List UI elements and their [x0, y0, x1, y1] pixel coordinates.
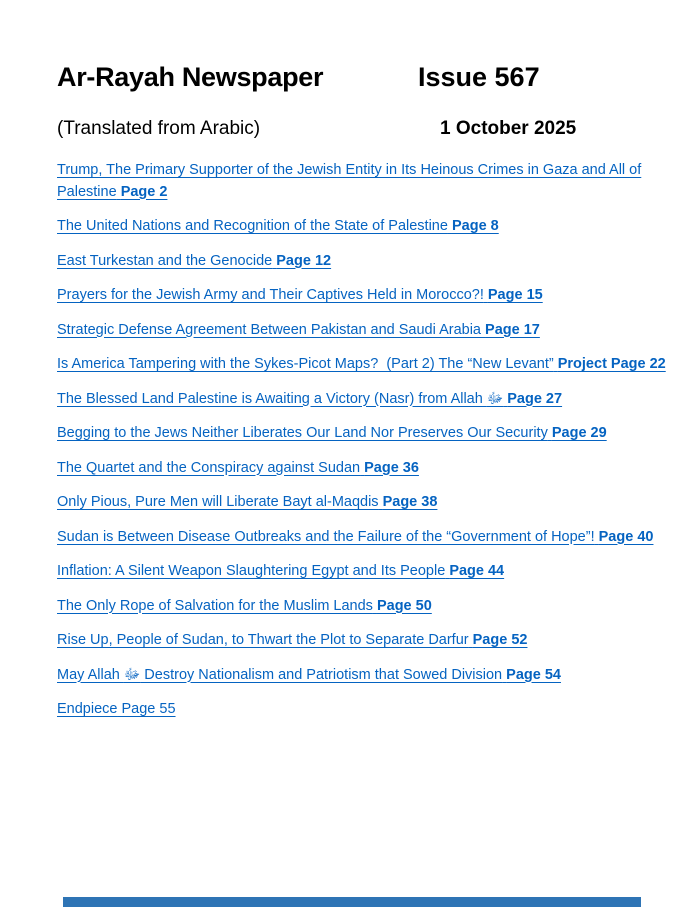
toc-item-title: Is America Tampering with the Sykes-Picot Maps? (Part 2) The “New Levant” [57, 356, 554, 372]
toc-item-title: Only Pious, Pure Men will Liberate Bayt al-Maqdis [57, 494, 379, 510]
toc-item-page: Page 29 [551, 425, 607, 441]
toc-item-title: The Only Rope of Salvation for the Muslim Lands [57, 597, 373, 614]
toc-item-link[interactable] [57, 561, 642, 583]
toc-item-link[interactable] [57, 596, 642, 618]
toc-item-page: Page 15 [487, 287, 543, 303]
toc-item-title: The Blessed Land Palestine is Awaiting a Victory (Nasr) from Allah ﷻ [57, 390, 504, 407]
toc-item-page: Page 40 [598, 528, 654, 545]
translation-note: (Translated from Arabic) [57, 118, 261, 139]
toc-item-page: Page 36 [364, 459, 419, 476]
toc-item-page: Page 38 [382, 494, 438, 510]
page-title: Ar-Rayah Newspaper [57, 62, 324, 92]
toc-item-link[interactable] [57, 423, 642, 445]
toc-item-page: Page 27 [507, 390, 563, 407]
issue-date: 1 October 2025 [440, 118, 577, 139]
toc-item-link[interactable] [57, 251, 642, 273]
toc-item-title: The Quartet and the Conspiracy against Sudan [57, 459, 361, 476]
toc-item-link[interactable] [57, 527, 654, 549]
toc-item-page: Page 2 [120, 183, 168, 200]
toc-item-title: Trump, The Primary Supporter of the Jewish Entity in Its Heinous Crimes in Gaza and All of Palestine [57, 162, 642, 200]
toc-item-title: Begging to the Jews Neither Liberates Our Land Nor Preserves Our Security [57, 425, 548, 441]
toc-item-link[interactable] [57, 389, 642, 411]
toc-item-link[interactable] [57, 216, 642, 238]
toc-item-title: Inflation: A Silent Weapon Slaughtering Egypt and Its People [57, 563, 446, 579]
toc-item-link[interactable] [57, 630, 642, 652]
toc-item-title: Rise Up, People of Sudan, to Thwart the Plot to Separate Darfur [57, 632, 469, 648]
toc-item-link[interactable] [57, 354, 666, 376]
toc-item-page: Project Page 22 [557, 356, 666, 372]
footer-bar [63, 897, 641, 907]
toc-item-page: Page 50 [376, 597, 432, 614]
toc-item-title: Sudan is Between Disease Outbreaks and the Failure of the “Government of Hope”! [57, 528, 595, 545]
toc-list [57, 160, 666, 734]
toc-item-page: Page 55 [121, 701, 176, 717]
toc-item-link[interactable] [57, 285, 642, 307]
toc-item-link[interactable] [57, 458, 642, 480]
toc-item-title: The United Nations and Recognition of the State of Palestine [57, 218, 448, 234]
toc-item-link[interactable] [57, 699, 642, 721]
toc-item-title: Endpiece [57, 701, 118, 717]
toc-item-page: Page 44 [449, 563, 505, 579]
toc-item-page: Page 12 [276, 252, 332, 269]
toc-item-page: Page 8 [451, 218, 499, 234]
toc-item-page: Page 52 [472, 632, 528, 648]
toc-item-title: Prayers for the Jewish Army and Their Captives Held in Morocco?! [57, 287, 484, 303]
toc-item-link[interactable] [57, 320, 642, 342]
toc-item-title: Strategic Defense Agreement Between Pakistan and Saudi Arabia [57, 321, 481, 338]
toc-item-link[interactable] [57, 665, 642, 687]
toc-item-link[interactable] [57, 492, 642, 514]
toc-item-page: Page 17 [485, 321, 540, 338]
issue-number: Issue 567 [418, 62, 540, 92]
toc-item-page: Page 54 [506, 666, 561, 683]
toc-item-link[interactable] [57, 160, 642, 203]
toc-item-title: East Turkestan and the Genocide [57, 252, 273, 269]
toc-item-title: May Allah ﷻ Destroy Nationalism and Patriotism that Sowed Division [57, 666, 503, 683]
